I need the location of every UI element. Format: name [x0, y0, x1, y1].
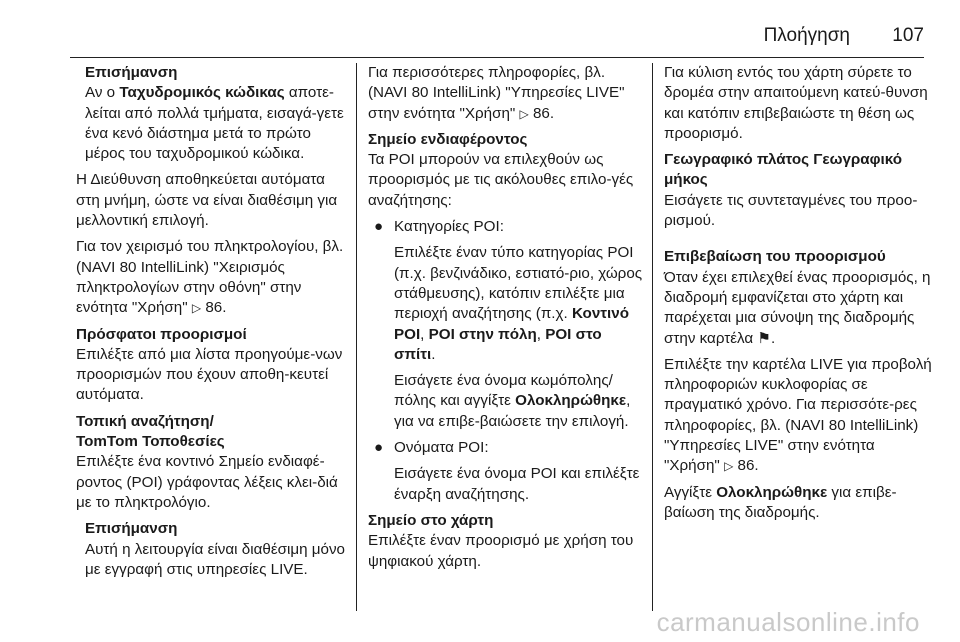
- paragraph-poi: Τα POI μπορούν να επιλεχθούν ως προορισμός με τις ακόλουθες επιλο-γές αναζήτησης:: [368, 151, 634, 209]
- list-item-poi-names: [368, 438, 644, 505]
- heading-poi: Σημείο ενδιαφέροντος: [368, 130, 528, 148]
- paragraph-live-tab: [664, 355, 934, 477]
- flag-icon: ⚑: [757, 329, 772, 347]
- column-1: [76, 63, 348, 586]
- live-text: Επιλέξτε την καρτέλα LIVE για προβολή πληροφοριών κυκλοφορίας σε πραγματικό χρόνο. Για περισσότε-ρες πληροφορίες, βλ. (NAVI 80 IntelliLink) "Υπηρεσίες LIVE" στην ενότητα "Χρήση": [664, 355, 932, 475]
- page-ref: 86.: [532, 104, 555, 122]
- note-text: Αυτή η λειτουργία είναι διαθέσιμη μόνο με εγγραφή στις υπηρεσίες LIVE.: [85, 540, 345, 578]
- note-heading: Επισήμανση: [85, 64, 178, 81]
- heading-point-on-map: Σημείο στο χάρτη: [368, 511, 494, 529]
- watermark: carmanualsonline.info: [656, 607, 920, 637]
- confirm-text-end: .: [771, 329, 776, 347]
- separator: ,: [536, 325, 546, 343]
- paragraph-more-info: [368, 63, 644, 124]
- option-poi-in-city: POI στην πόλη: [428, 325, 537, 343]
- option-nearby-poi: Κοντινό POI: [394, 305, 630, 343]
- heading-coordinates-2: μήκος: [664, 171, 708, 189]
- option-poi-at-home: POI στο σπίτι: [394, 325, 602, 363]
- column-2: [368, 63, 644, 578]
- confirm-text: Όταν έχει επιλεχθεί ένας προορισμός, η διαδρομή εμφανίζεται στο χάρτη και παρέχεται μια σύνοψη της διαδρομής στην καρτέλα: [664, 268, 931, 347]
- separator: ,: [420, 325, 429, 343]
- touch-text: για επιβε-βαίωση της διαδρομής.: [664, 483, 897, 521]
- poi-options-list: [368, 217, 644, 505]
- header-rule: [70, 57, 924, 58]
- heading-recent-destinations: Πρόσφατοι προορισμοί: [76, 325, 247, 343]
- keyboard-text: Για τον χειρισμό του πληκτρολογίου, βλ. (NAVI 80 IntelliLink) "Χειρισμός πληκτρολογίων στην οθόνη" στην ενότητα "Χρήση": [76, 238, 344, 317]
- page-ref: 86.: [737, 457, 759, 475]
- heading-coordinates-1: Γεωγραφικό πλάτος Γεωγραφικό: [664, 151, 902, 169]
- heading-local-search-2: TomTom Τοποθεσίες: [76, 433, 225, 451]
- list-item-label: Κατηγορίες POI:: [394, 218, 504, 236]
- paragraph-local-search: Επιλέξτε ένα κοντινό Σημείο ενδιαφέ-ροντος (POI) γράφοντας λέξεις κλει-διά με το πληκτρολόγιο.: [76, 453, 338, 511]
- paragraph-map-scroll: Για κύλιση εντός του χάρτη σύρετε το δρομέα στην απαιτούμενη κατεύ-θυνση και κατόπιν επιβεβαιώστε τη θέση ως προορισμό.: [664, 64, 928, 142]
- detail-text: Επιλέξτε έναν τύπο κατηγορίας POI (π.χ. βενζινάδικο, εστιατό-ριο, χώρος στάθμευσης), κατόπιν επιλέξτε μια περιοχή αναζήτησης (π.χ.: [394, 244, 643, 323]
- section-title: Πλοήγηση: [763, 25, 850, 46]
- paragraph-touch-done: [664, 483, 934, 524]
- column-divider-1: [356, 63, 357, 611]
- touch-text: Αγγίξτε: [664, 483, 717, 501]
- note-heading: Επισήμανση: [85, 520, 178, 538]
- note-postcode: [76, 63, 348, 164]
- heading-confirm-destination: Επιβεβαίωση του προορισμού: [664, 248, 886, 266]
- note-text-part: Αν ο: [85, 84, 120, 102]
- more-info-text: Για περισσότερες πληροφορίες, βλ. (NAVI 80 IntelliLink) "Υπηρεσίες LIVE" στην ενότητα "Χρήση": [368, 64, 625, 122]
- list-item-poi-categories: [368, 217, 644, 432]
- note-text-part: αποτε-λείται από πολλά τμήματα, εισαγά-γετε ένα κενό διάστημα μετά το πρώτο μέρος του ταχυδρομικού κώδικα.: [85, 84, 344, 163]
- note-text: [85, 83, 348, 164]
- list-item-detail: [394, 371, 644, 432]
- paragraph-recent: Επιλέξτε από μια λίστα προηγούμε-νων προορισμών που έχουν αποθη-κευτεί αυτόματα.: [76, 345, 343, 404]
- detail-text: .: [431, 345, 436, 363]
- list-item-label: Ονόματα POI:: [394, 439, 489, 457]
- paragraph-point-on-map: Επιλέξτε έναν προορισμό με χρήση του ψηφιακού χάρτη.: [368, 532, 634, 570]
- paragraph-keyboard: [76, 237, 348, 318]
- column-3: [664, 63, 934, 529]
- page-ref-icon: ▷: [519, 106, 529, 121]
- page-ref-icon: ▷: [191, 301, 202, 316]
- page-number: 107: [892, 25, 924, 46]
- note-live: [76, 519, 348, 580]
- done-term: Ολοκληρώθηκε: [515, 392, 627, 410]
- column-divider-2: [652, 63, 653, 611]
- page-ref-icon: ▷: [724, 459, 734, 474]
- paragraph-address-saved: Η Διεύθυνση αποθηκεύεται αυτόματα στη μνήμη, ώστε να είναι διαθέσιμη για μελλοντική επιλογή.: [76, 171, 338, 230]
- paragraph-coordinates: Εισάγετε τις συντεταγμένες του προο-ρισμού.: [664, 191, 918, 230]
- page-header: [0, 0, 960, 58]
- paragraph-confirm: [664, 268, 934, 349]
- detail-text: Εισάγετε ένα όνομα κωμόπολης/ πόλης και αγγίξτε: [394, 372, 613, 410]
- list-item-detail: [394, 243, 644, 365]
- page-ref: 86.: [205, 299, 227, 317]
- list-item-detail: Εισάγετε ένα όνομα POI και επιλέξτε έναρξη αναζήτησης.: [394, 465, 640, 503]
- done-term: Ολοκληρώθηκε: [716, 483, 828, 501]
- postcode-term: Ταχυδρομικός κώδικας: [119, 84, 285, 102]
- heading-local-search-1: Τοπική αναζήτηση/: [76, 412, 214, 430]
- detail-text: , για να επιβε-βαιώσετε την επιλογή.: [394, 392, 631, 430]
- bullet-icon: ●: [374, 439, 384, 457]
- bullet-icon: ●: [374, 218, 384, 236]
